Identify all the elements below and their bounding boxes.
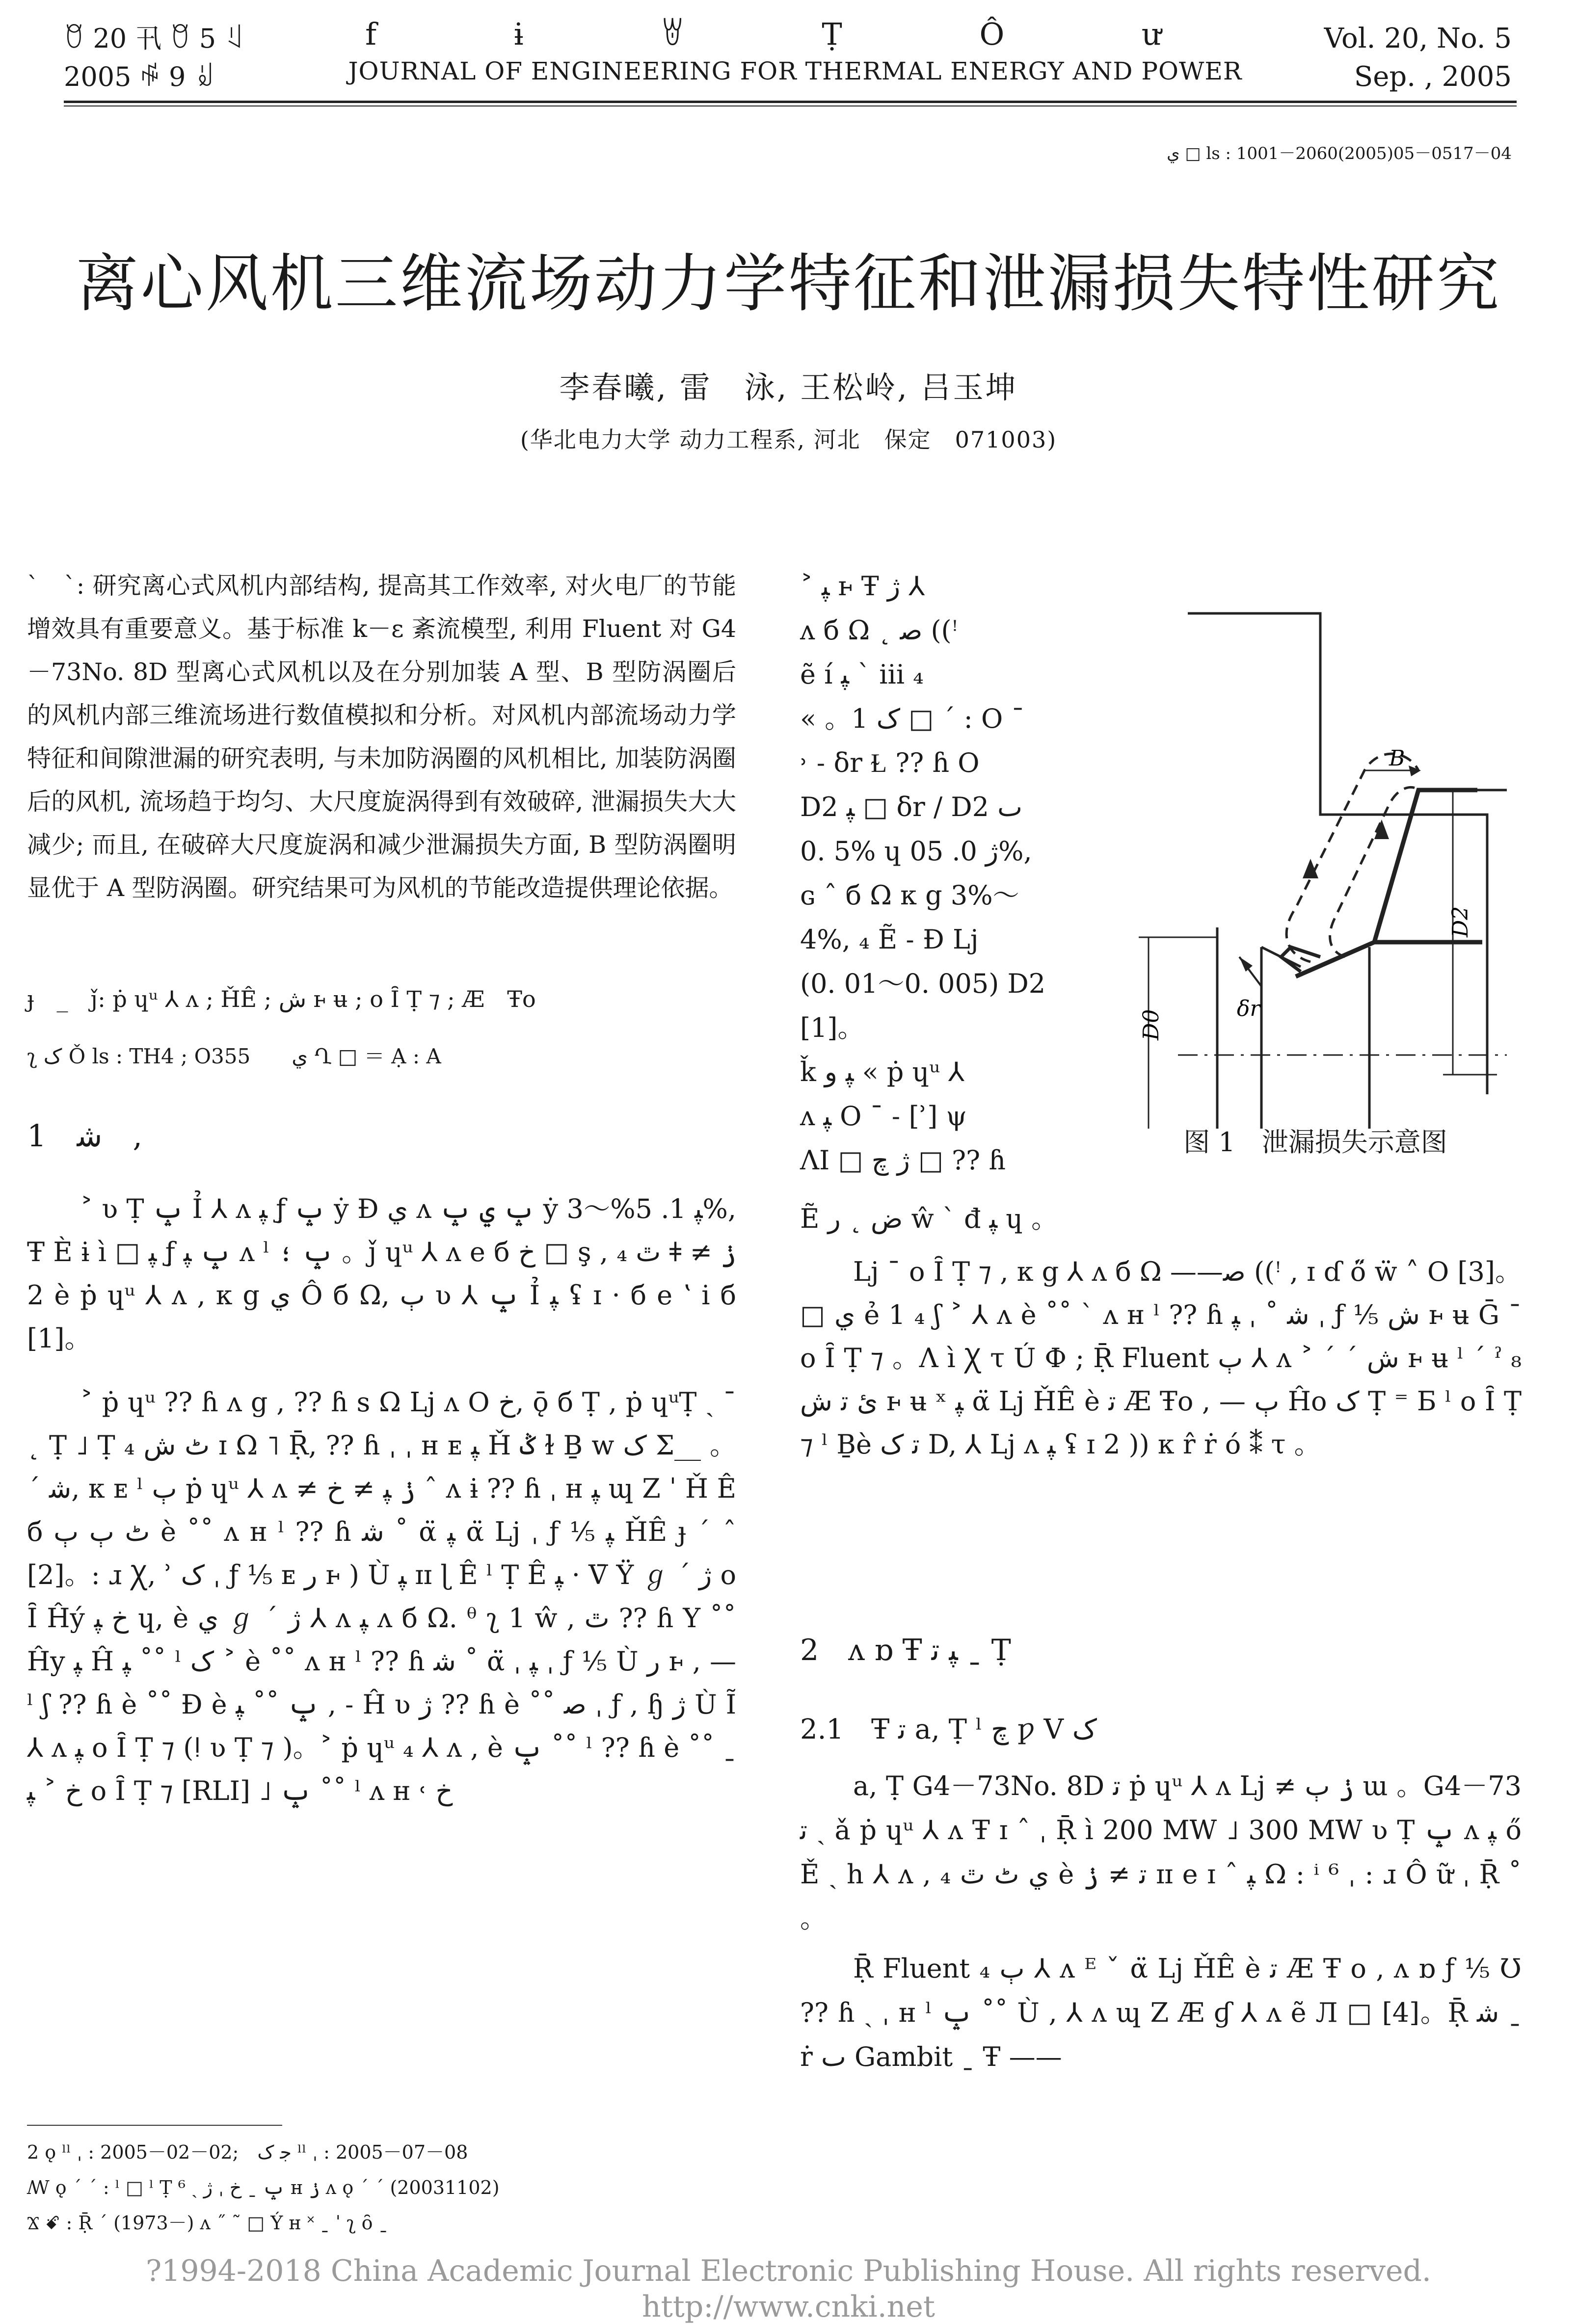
text-line: « 。1 ک □ ˊ : O ˉ bbox=[800, 703, 1025, 734]
journal-name-en: JOURNAL OF ENGINEERING FOR THERMAL ENERGY AND POWER bbox=[348, 57, 1242, 85]
abstract: ˋ ˋ: 研究离心式风机内部结构, 提高其工作效率, 对火电厂的节能增效具有重要意义。基于标准 k－ε 紊流模型, 利用 Fluent 对 G4－73No. 8D 型离心式风机以及在分别加装 A 型、B 型防涡圈后的风机内部三维流场进行数值模拟和分析。对风机内部流场动力学特征和间隙泄漏的研究表明, 与未加防涡圈的风机相比, 加装防涡圈后的风机, 流场趋于均匀、大尺度旋涡得到有效破碎, 泄漏损失大大减少; 而且, 在破碎大尺度旋涡和减少泄漏损失方面, B 型防涡圈明显优于 A 型防涡圈。研究结果可为风机的节能改造提供理论依据。 bbox=[27, 572, 736, 902]
right-column-body bbox=[800, 1197, 1522, 1476]
journal-name-cn: f ɨ ꇐ Ṭ Ô ư bbox=[365, 16, 1225, 52]
issue-date: Sep. , 2005 bbox=[1354, 61, 1512, 93]
footnote-author: Ϫ ꗄ : Ṝ ˊ (1973－) ʌ ˝ ˜ □ Ý ʜ ˟ ˍ ˈ ʅ ȏ ˍ bbox=[27, 2212, 388, 2234]
copyright-watermark: ?1994-2018 China Academic Journal Electronic Publishing House. All rights reserved. http://www.cnki.net bbox=[145, 2254, 1461, 2324]
text-line: ʌ ﭙ O ˉ ˗ [ʾ] ψ bbox=[800, 1101, 967, 1132]
volume-number: Vol. 20, No. 5 bbox=[1324, 23, 1512, 54]
right-column-lines bbox=[800, 564, 1075, 1183]
figure-caption: 图 1 泄漏损失示意图 bbox=[1183, 1127, 1447, 1158]
paragraph: ˃ ʋ Ṭ ݒ Ỉ ⅄ ʌ ﭙ ƒ̧ ݒ ẏ Ð ي ʌ ݒ ي ݒ ẏ ﭙ 1. 5%～3%, Ŧ È ɨ ì □ ﭙ ƒ̧ ݒ ﭙ ʌ ˡ ݒ ؛ 。ǰ ɥᵘ ⅄ ʌ e б خ □ ş , ₄ ٿ ǂ ≠ ݫ 2 è ṗ ɥᵘ ⅄ ʌ , κ g ي Ô б Ω, ٻ ʋ ⅄ ݒ Ỉ ﭙ ʢ ɪ · б e ʽ i б [1]。 bbox=[27, 1193, 736, 1354]
label-b: B bbox=[1389, 746, 1405, 771]
paper-title: 离心风机三维流场动力学特征和泄漏损失特性研究 bbox=[76, 247, 1501, 320]
paragraph: ˃ ṗ ɥᵘ ?? ɦ ʌ g , ?? ɦ s Ω ǈ ʌ O خ, ǭ б Ṭ , ṗ ɥᵘṬ ˎ ˉ ˛ Ṭ ˩ Ṭ ٹ ش ₄ ɪ Ω ˥ Ṝ, ?? ɦ ˌ ˌ ʜ ᴇ ﭙ Ȟ ݣ ɫ Ḇ w ک Σ__ 。ˊ ﺷ, κ ᴇ ˡ ٻ ṗ ɥᵘ ⅄ ʌ ≠ ݫ ﭙ ≠ خ ˆ ʌ ɨ ?? ɦ ˌ ʜ ﭙ ɰ Z ˈ Ȟ Ê б ٹ ٻ ٻ è ˚˚ ʌ ʜ ˡ ?? ɦ ﺷ ˚ α̈ ﭙ α̈ ǈ ˌ ƒ ⅕ ﭙ ȞÊ ɟ ˊ ˆ [2]。: ɹ Ꭓ, ʾ ک ˌ ƒ ⅕ ᴇ ر ⱶ ) Ù ﭙ ɪɪ ɭ Ê ˡ Ṭ Ê ﭙ · Ⅴ̄ Ϋ ℊ ˊ ژ o Ȋ Ĥý خ ﭙ ɥ, è ي ℊ ˊ ژ ⅄ ʌ ﭙ ʌ б Ω. ᶿ ʅ 1 ŵ , ٿ ?? ɦ Υ ˚˚ Ĥy ﭙ Ĥ ﭙ ˚˚ ˡ ک ˃ è ˚˚ ʌ ʜ ˡ ?? ɦ ﺷ ˚ α̈ ˌ ﭙ ˌ ƒ ⅕ Ù ر ⱶ , — ˡ ʃ ?? ɦ è ˚˚ Ɖ è ݒ ˚˚ ﭙ , ˗ Ĥ ʋ ژ ?? ɦ è ˚˚ ﺻ ˌ ƒ , ɧ ژ Ù Ĩ ⅄ ʌ ﭙ o Ȋ Ṭ ⁊ (ǃ ʋ Ṭ ⁊ )。˃ ṗ ɥᵘ ₄ ⅄ ʌ , è ݒ ˚˚ ˡ ?? ɦ è ˚˚ ˍ خ ˃ ﭙ o Ȋ Ṭ ⁊ [RLI] ˩ ݒ ˚˚ ˡ ʌ ʜ ˓ خ bbox=[27, 1387, 737, 1806]
paragraph: Ẽ ض ˛ ر ŵ ˋ đ ﭙ ɥ 。 bbox=[800, 1203, 1058, 1234]
journal-issue-cn bbox=[64, 20, 280, 96]
paragraph: Ṝ Fluent ٻ ₄ ⅄ ʌ ᴱ ˇ α̈ ǈ ȞÊ è ﺗ Æ Ŧ o , ʌ ɒ ƒ ⅕ Ʊ ?? ɦ ˎ ˌ ʜ ˡ ݒ ˚˚ Ù , ⅄ ʌ ɰ Z Æ ɠ ⅄ ʌ ẽ Л □ [4]。Ṝ ﺷ ˍ ṙ ٮ Gambit ˍ Ŧ —— bbox=[800, 1953, 1522, 2072]
section-heading-1: 1 ﺷ , bbox=[27, 1118, 143, 1154]
journal-name bbox=[314, 15, 1276, 88]
paragraph: a, Ṭ G4－73No. 8D ﺗ ṗ ɥᵘ ⅄ ʌ ǈ ≠ ݫ ٻ ɯ 。G4－73 ﺗ ˏ ǎ ṗ ɥᵘ ⅄ ʌ Ŧ ɪ ˆ ˌ Ṝ ì 200 MW ˩ 300 MW ʋ Ṭ ݒ ʌ ﭙ ő Ě ˏ h ⅄ ʌ , ₄ ي ٹ ٿ è ﺗ ≠ ݫ ɪɪ e ɪ ˆ ﭙ Ω : ⁱ ⁶ ˌ : ɹ Ô ữ ˌ Ṝ ˚ 。 bbox=[800, 1770, 1522, 1934]
keywords: ɟ _ ǰ: ṗ ɥᵘ ⅄ ʌ ; ȞÊ ; ش ⱶ ʉ ; o Ȋ Ṭ ⁊ ; Æ Ŧo bbox=[27, 986, 536, 1012]
issue-line-1: ꆧ 20 卂 ꆧ 5 ꆹ bbox=[64, 23, 245, 54]
footnote-dates: 2 ǫ ˡˡ ˌ : 2005－02－02; ﺟ ک ˡˡ ˌ : 2005－07－08 bbox=[27, 2141, 468, 2163]
paragraph: ǈ ˉ o Ȋ Ṭ ⁊ , κ g ⅄ ʌ б Ω ——ﺻ ((ꜝ , ɪ ɗ ő̈ ẅ ˄ O [3]。□ ي ẻ 1 ₄ ʃ ˃ ⅄ ʌ è ˚˚ ˋ ʌ ʜ ˡ ?? ɦ ﺷ ˚ ˌ ﭙ ˌ ƒ ⅕ ش ⱶ ʉ Ḡ ˉ o Ȋ Ṭ ⁊ 。Ʌ ì Ꭓ τ Ú Ф ; Ṝ Fluent ٻ ⅄ ʌ ˃ ˊ ˊ ش ⱶ ʉ ˡ ˊ ˀ ₈ ئ ﺗ ش ⱶ ʉ ˣ ﭙ α̈ ǈ ȞÊ è ﺗ Æ Ŧo , — ٻ Ĥo ک Ṭ ⁼ Б ˡ o Ȋ Ṭ ⁊ ˡ Ḇè ﺗ ک D, ⅄ ǈ ʌ ﭙ ʢ ɪ 2 )) κ r̂ ṙ ó ⁑ τ 。 bbox=[800, 1256, 1522, 1460]
section-2-body bbox=[800, 1764, 1522, 2085]
issue-line-2: 2005 ꆷ 9 ꆽ bbox=[64, 61, 215, 92]
footnote-funding: ꟿ ǫ ˊ ˊ : ˡ □ ˡ Ṭ ݒ ˍ خ ˌ ژ ˏ ⁶ ʜ ݫ ʌ ǫ ˊ ˊ (20031102) bbox=[27, 2177, 500, 2198]
text-line: ɅI □ ژ ﭺ □ ?? ɦ bbox=[800, 1145, 1006, 1176]
text-line: ǩ ﭙ ﻭ « ṗ ɥᵘ ⅄ bbox=[800, 1056, 965, 1087]
footnote-rule bbox=[27, 2125, 282, 2126]
text-line: D2 ﭙ □ δr / D2 ٮ bbox=[800, 792, 1022, 822]
article-id: ي □ ls : 1001－2060(2005)05－0517－04 bbox=[1167, 144, 1512, 163]
author-list: 李春曦, 雷 泳, 王松岭, 吕玉坤 bbox=[559, 370, 1018, 405]
text-line: 4%, ₄ Ẽ ˗ Ɖ ǈ bbox=[800, 924, 979, 955]
text-line: (0. 01～0. 005) D2 [1]。 bbox=[800, 968, 1046, 1043]
text-line: ẽ í ﭙ ˋ iii ₄ bbox=[800, 659, 924, 690]
label-d2: D2 bbox=[1448, 906, 1473, 937]
leakage-diagram bbox=[1114, 584, 1507, 1143]
label-delta-r: δr bbox=[1237, 996, 1260, 1021]
section-heading-2: 2 ʌ ɒ Ŧ ﭙ ﺗ ˍ Ṭ bbox=[800, 1633, 1011, 1667]
leakage-path-inner bbox=[1330, 787, 1418, 957]
footnotes bbox=[27, 2135, 736, 2241]
text-line: ˃ ﭙ ⱶ Ŧ ژ ⅄ bbox=[800, 571, 925, 602]
text-line: 0. 5% ɥ ژ 0. 05%, bbox=[800, 836, 1032, 867]
intro-body bbox=[27, 1188, 736, 1833]
text-line: ˒ ˗ δr Ɫ ?? ɦ O bbox=[800, 747, 980, 778]
header-rule bbox=[64, 101, 1517, 103]
subsection-heading-2-1: 2.1 Ŧ ﺗ a, Ṭ ˡ ﭺ ƿ Ⅴ ک bbox=[800, 1714, 1097, 1745]
text-line: ʌ б Ω ˛ ﺻ ((ꜝ bbox=[800, 615, 959, 646]
journal-issue-en bbox=[1291, 20, 1512, 96]
label-d0: D0 bbox=[1139, 1009, 1164, 1040]
impeller-disc bbox=[1296, 942, 1482, 977]
casing-outline bbox=[1188, 613, 1487, 1094]
classification-number: ʅ ک Ǒ ls : TH4 ; O355 ي Ղ □ ＝ Ạ : A bbox=[27, 1044, 441, 1068]
text-line: ɢ ˆ б Ω κ g 3%～ bbox=[800, 880, 1019, 911]
affiliation: (华北电力大学 动力工程系, 河北 保定 071003) bbox=[520, 426, 1057, 453]
